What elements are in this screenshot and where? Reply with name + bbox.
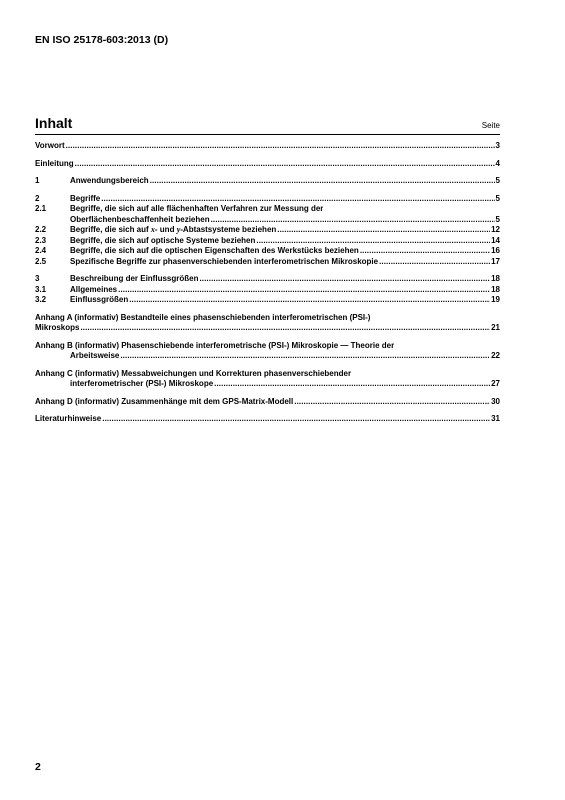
- toc-page-number: 16: [491, 246, 500, 255]
- toc-page-number: 17: [491, 256, 500, 266]
- toc-entry-text: Allgemeines: [70, 284, 118, 294]
- toc-entry-number: 2.5: [35, 256, 47, 266]
- toc-entry-literatur[interactable]: [35, 414, 500, 425]
- italic-y: y: [176, 225, 181, 234]
- toc-title-row: [35, 115, 500, 131]
- toc-entry-anhang-b[interactable]: [35, 341, 500, 362]
- dot-leader: [360, 246, 490, 257]
- dot-leader: [211, 215, 495, 226]
- dot-leader: [118, 285, 490, 296]
- toc-entry-text: Anhang C (informativ) Messabweichungen und Korrekturen phasenverschiebender: [35, 368, 352, 378]
- toc-entry-text-continued: Oberflächenbeschaffenheit beziehen: [70, 214, 210, 224]
- toc-entry-vorwort[interactable]: [35, 141, 500, 152]
- dot-leader: [256, 236, 490, 247]
- toc-entry-2[interactable]: [35, 194, 500, 205]
- dot-leader: [294, 397, 490, 408]
- dot-leader: [102, 414, 490, 425]
- dot-leader: [80, 323, 490, 334]
- toc-entry-2-2[interactable]: [35, 225, 500, 236]
- italic-x: x: [150, 225, 155, 234]
- toc-entry-number: 2: [35, 193, 40, 203]
- toc-entry-number: 2.3: [35, 235, 47, 245]
- toc-entry-text: Spezifische Begriffe zur phasenverschiebenden interferometrischen Mikroskopie: [70, 256, 379, 266]
- dot-leader: [66, 141, 495, 152]
- toc-entry-text: Begriffe: [70, 193, 101, 203]
- toc-entry-text-continued: Arbeitsweise: [70, 351, 120, 360]
- toc-entry-text: Anhang A (informativ) Bestandteile eines phasenschiebenden interferometrischen (PSI-): [35, 312, 371, 322]
- toc-page-number: 5: [495, 214, 500, 224]
- toc-entry-text: Einleitung: [35, 158, 74, 168]
- toc-page-number: 22: [491, 351, 500, 360]
- toc-entry-3-1[interactable]: [35, 285, 500, 296]
- toc-entry-3[interactable]: [35, 274, 500, 285]
- toc-page-number: 19: [491, 295, 500, 304]
- page-title: Inhalt: [35, 115, 73, 131]
- toc-entry-text: Anhang D (informativ) Zusammenhänge mit dem GPS-Matrix-Modell: [35, 396, 294, 406]
- dot-leader: [101, 194, 494, 205]
- title-rule: [35, 134, 500, 135]
- toc-entry-number: 1: [35, 176, 40, 185]
- document-header: EN ISO 25178-603:2013 (D): [35, 34, 169, 46]
- toc-entry-text: Literaturhinweise: [35, 414, 102, 423]
- dot-leader: [214, 379, 490, 390]
- toc-entry-anhang-d[interactable]: [35, 397, 500, 408]
- toc-entry-3-2[interactable]: [35, 295, 500, 306]
- toc-entry-number: 2.4: [35, 246, 47, 255]
- toc-entry-anhang-c[interactable]: [35, 369, 500, 390]
- toc-entry-2-5[interactable]: [35, 257, 500, 268]
- toc-entry-number: 3: [35, 274, 40, 283]
- toc-group-2: [35, 194, 500, 268]
- toc-entry-number: 3.1: [35, 284, 47, 294]
- dot-leader: [150, 176, 495, 187]
- toc-entry-text: Einflussgrößen: [70, 295, 129, 304]
- toc-entry-text: Vorwort: [35, 141, 65, 150]
- dot-leader: [199, 274, 490, 285]
- toc-entry-einleitung[interactable]: [35, 159, 500, 170]
- toc-page-number: 4: [495, 158, 500, 168]
- toc-entry-2-3[interactable]: [35, 236, 500, 247]
- dot-leader: [75, 159, 495, 170]
- toc-entry-number: 2.2: [35, 225, 47, 234]
- toc-entry-text: Begriffe, die sich auf die optischen Eigenschaften des Werkstücks beziehen: [70, 246, 359, 255]
- toc-page-number: 18: [491, 274, 500, 283]
- toc-entry-2-1[interactable]: [35, 204, 500, 225]
- toc-entry-text: Begriffe, die sich auf x- und y-Abtastsysteme beziehen: [70, 225, 277, 234]
- toc-page-number: 18: [491, 284, 500, 294]
- toc-page-number: 5: [495, 176, 500, 185]
- toc-entry-anhang-a[interactable]: [35, 313, 500, 334]
- dot-leader: [277, 225, 490, 236]
- toc-page-number: 30: [491, 396, 500, 406]
- toc-entry-1[interactable]: [35, 176, 500, 187]
- dot-leader: [129, 295, 490, 306]
- table-of-contents: [35, 141, 500, 432]
- page-column-label: Seite: [481, 121, 500, 130]
- toc-page-number: 21: [491, 323, 500, 332]
- toc-entry-number: 2.1: [35, 204, 47, 213]
- toc-entry-2-4[interactable]: [35, 246, 500, 257]
- dot-leader: [120, 351, 490, 362]
- toc-entry-text-continued: interferometrischer (PSI-) Mikroskope: [70, 379, 214, 388]
- dot-leader: [379, 257, 490, 268]
- toc-page-number: 27: [491, 379, 500, 388]
- toc-entry-text: Anhang B (informativ) Phasenschiebende interferometrische (PSI-) Mikroskopie — Theorie der: [35, 340, 395, 350]
- toc-page-number: 14: [491, 235, 500, 245]
- toc-entry-text: Anwendungsbereich: [70, 176, 149, 185]
- toc-entry-text: Beschreibung der Einflussgrößen: [70, 274, 199, 283]
- toc-page-number: 3: [495, 141, 500, 150]
- toc-group-3: [35, 274, 500, 306]
- toc-page-number: 5: [495, 193, 500, 203]
- toc-entry-text-continued: Mikroskops: [35, 323, 80, 332]
- toc-entry-text: Begriffe, die sich auf optische Systeme beziehen: [70, 235, 256, 245]
- toc-page-number: 31: [491, 414, 500, 423]
- toc-entry-number: 3.2: [35, 295, 47, 304]
- toc-entry-text: Begriffe, die sich auf alle flächenhaften Verfahren zur Messung der: [70, 204, 324, 213]
- toc-page-number: 12: [491, 225, 500, 234]
- page-number-footer: 2: [35, 761, 41, 773]
